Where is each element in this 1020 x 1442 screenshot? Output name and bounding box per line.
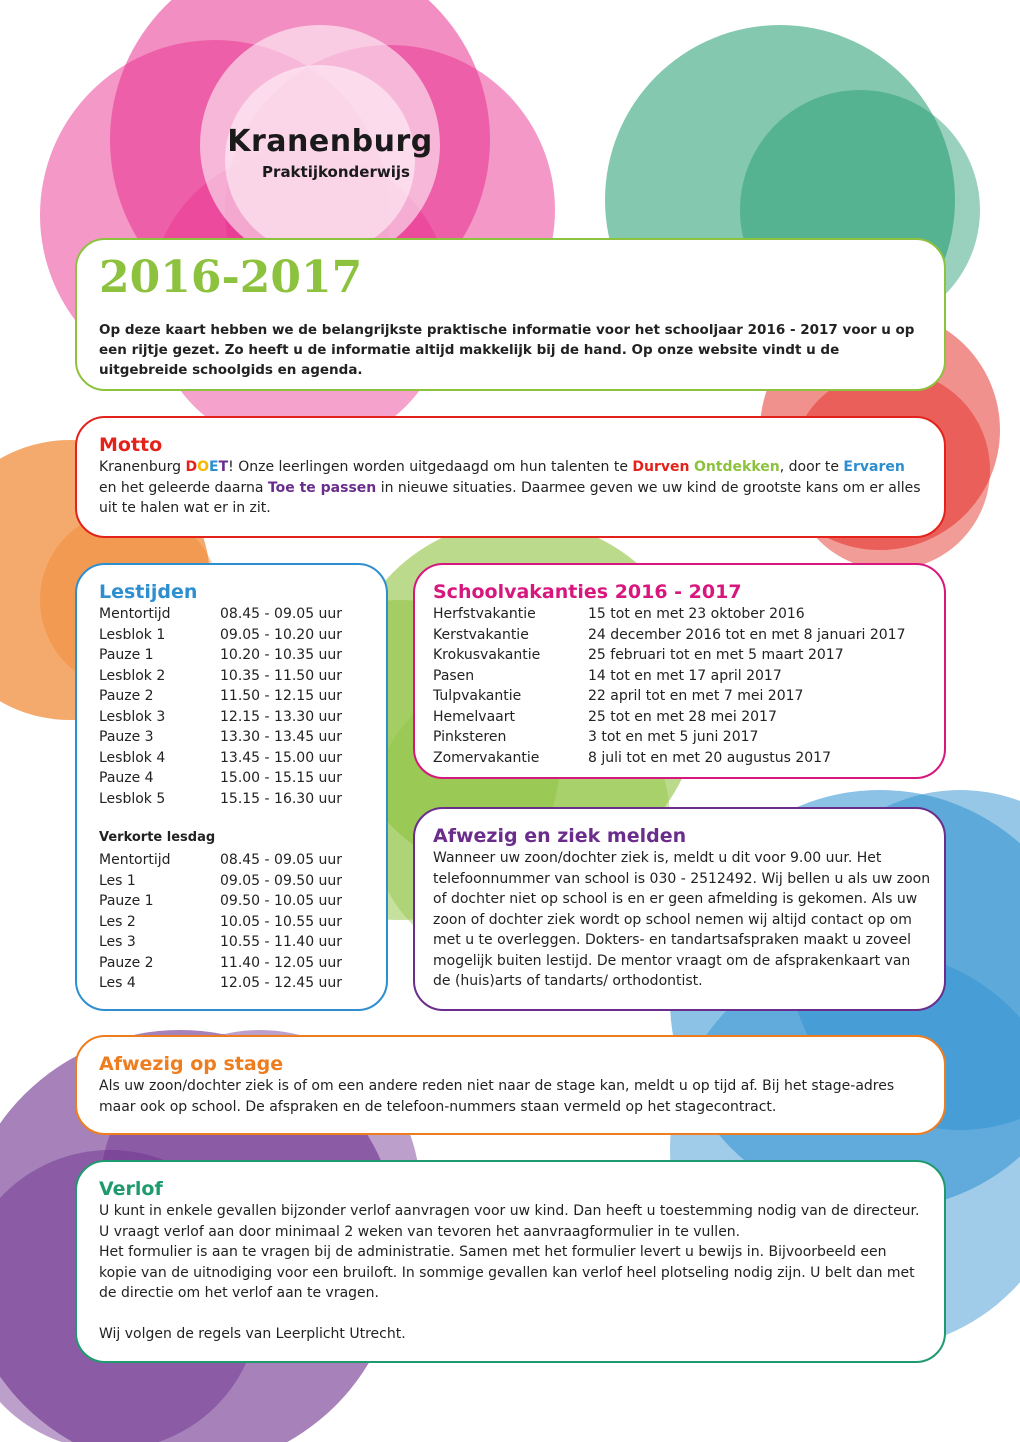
lestijd-row (99, 727, 376, 748)
vakantie-row-value: 25 tot en met 28 mei 2017 (588, 708, 777, 725)
school-subtitle: Praktijkonderwijs (262, 163, 410, 181)
verkorte-lestijd-row (99, 850, 376, 871)
verkorte-lestijd-row (99, 912, 376, 933)
lestijd-row-label: Pauze 2 (99, 688, 154, 704)
lestijd-row-label: Pauze 3 (99, 729, 154, 745)
verkorte-lestijd-row (99, 871, 376, 892)
vakantie-row-value: 15 tot en met 23 oktober 2016 (588, 606, 805, 622)
verkorte-lestijd-row-label: Mentortijd (99, 852, 171, 868)
verlof-text-2: Het formulier is aan te vragen bij de administratie. Samen met het formulier levert u bewijs in. Bijvoorbeeld een kopie van de uitnodiging voor een bruiloft. In sommige gevallen kan verlof heel plotseling nodig zijn. U belt dan met de directie om het verlof aan te vragen. (99, 1244, 915, 1301)
doet-letter-e: E (209, 459, 219, 475)
motto-title: Motto (99, 434, 163, 456)
motto-word-ontdekken: Ontdekken (693, 459, 780, 475)
vakantie-row-value: 14 tot en met 17 april 2017 (588, 667, 782, 684)
lestijd-row-value: 10.20 - 10.35 uur (220, 647, 343, 663)
verlof-card (75, 1160, 946, 1363)
lestijden-card (75, 563, 388, 1011)
lestijd-row-label: Mentortijd (99, 606, 171, 622)
stage-title: Afwezig op stage (99, 1053, 284, 1075)
vakantie-row-label: Pinksteren (433, 729, 507, 745)
vakantie-row-value: 22 april tot en met 7 mei 2017 (588, 688, 804, 704)
vakantie-row (433, 748, 934, 769)
motto-text-part: , door te (779, 459, 844, 475)
vakantie-row (433, 707, 934, 728)
school-year-title: 2016-2017 (99, 252, 363, 303)
lestijd-row-label: Lesblok 5 (99, 790, 166, 807)
vakantie-row-label: Pasen (433, 667, 475, 684)
verkorte-lestijd-row-value: 09.05 - 09.50 uur (220, 872, 343, 889)
verlof-text-3: Wij volgen de regels van Leerplicht Utrecht. (99, 1325, 406, 1342)
vakantie-row-value: 3 tot en met 5 juni 2017 (588, 729, 759, 745)
lestijd-row-label: Lesblok 1 (99, 626, 166, 643)
verkorte-lestijd-row-value: 10.55 - 11.40 uur (220, 934, 343, 950)
motto-text-part: ! Onze leerlingen worden uitgedaagd om hun talenten te (228, 459, 633, 475)
lestijd-row-value: 10.35 - 11.50 uur (220, 667, 343, 684)
vakantie-row (433, 686, 934, 707)
vakantie-row (433, 625, 934, 646)
motto-text-part: in nieuwe situaties. Daarmee geven we uw kind de grootste kans om er alles uit te halen wat er in zit. (99, 479, 921, 516)
lestijd-row-value: 11.50 - 12.15 uur (220, 688, 343, 704)
school-logo (180, 124, 480, 181)
spacer (99, 1304, 922, 1324)
schoolvakanties-card (413, 563, 946, 779)
lestijd-row (99, 748, 376, 769)
lestijd-row-value: 13.45 - 15.00 uur (220, 749, 343, 766)
motto-text-part: en het geleerde daarna (99, 479, 268, 496)
verkorte-lestijd-row-label: Les 2 (99, 913, 136, 930)
lestijd-row-value: 12.15 - 13.30 uur (220, 708, 343, 725)
motto-text (99, 457, 922, 519)
lestijd-row (99, 768, 376, 789)
lestijd-row-value: 08.45 - 09.05 uur (220, 606, 343, 622)
ziek-melden-title: Afwezig en ziek melden (433, 825, 687, 847)
lestijd-row-value: 09.05 - 10.20 uur (220, 626, 343, 643)
motto-word-toe-te-passen: Toe te passen (267, 479, 377, 496)
lestijd-row (99, 645, 376, 666)
verkorte-lestijd-row-label: Pauze 2 (99, 954, 154, 971)
schoolvakanties-list (433, 604, 934, 768)
motto-text-part: Kranenburg (99, 459, 186, 475)
lestijden-title: Lestijden (99, 581, 198, 603)
vakantie-row-label: Herfstvakantie (433, 606, 536, 622)
lestijd-row-value: 15.00 - 15.15 uur (220, 770, 343, 786)
schoolvakanties-title: Schoolvakanties 2016 - 2017 (433, 581, 742, 603)
doet-letter-t: T (218, 459, 229, 475)
verkorte-lesdag-list (99, 850, 376, 994)
motto-card (75, 416, 946, 538)
verkorte-lestijd-row-label: Les 1 (99, 872, 136, 889)
vakantie-row-label: Kerstvakantie (433, 626, 529, 643)
verkorte-lestijd-row-label: Les 4 (99, 975, 136, 991)
vakantie-row-value: 8 juli tot en met 20 augustus 2017 (588, 749, 831, 766)
verkorte-lestijd-row-value: 09.50 - 10.05 uur (220, 893, 343, 909)
lestijd-row (99, 686, 376, 707)
ziek-melden-text: Wanneer uw zoon/dochter ziek is, meldt u dit voor 9.00 uur. Het telefoonnummer van school is 030 - 2512492. Wij bellen u als uw zoon of dochter niet op school is en er geen afmelding is gekomen. Als uw zoon of dochter ziek wordt op school nemen wij altijd contact op om met u te overleggen. Dokters- en tandartsafspraken maakt u zoveel mogelijk buiten lestijd. De mentor vraagt om de afsprakenkaart van de (huis)arts of tandarts/ orthodontist. (433, 850, 931, 989)
verlof-text-1: U kunt in enkele gevallen bijzonder verlof aanvragen voor uw kind. Dan heeft u toestemming nodig van de directeur. U vraagt verlof aan door minimaal 2 weken van tevoren het aanvraagformulier in te vullen. (99, 1203, 920, 1240)
verkorte-lestijd-row-label: Pauze 1 (99, 893, 154, 909)
lestijd-row-label: Pauze 4 (99, 770, 154, 786)
lestijd-row-label: Lesblok 2 (99, 667, 166, 684)
vakantie-row (433, 727, 934, 748)
verkorte-lestijd-row (99, 973, 376, 994)
lestijd-row (99, 604, 376, 625)
verkorte-lestijd-row (99, 891, 376, 912)
vakantie-row (433, 645, 934, 666)
lestijden-list (99, 604, 376, 809)
verkorte-lestijd-row-value: 08.45 - 09.05 uur (220, 852, 343, 868)
motto-word-durven: Durven (632, 459, 690, 475)
ziek-melden-card (413, 807, 946, 1011)
vakantie-row (433, 666, 934, 687)
vakantie-row-value: 24 december 2016 tot en met 8 januari 2017 (588, 626, 906, 643)
vakantie-row-label: Hemelvaart (433, 708, 515, 725)
doet-letter-o: O (197, 459, 210, 475)
verlof-title: Verlof (99, 1178, 163, 1200)
stage-text: Als uw zoon/dochter ziek is of om een andere reden niet naar de stage kan, meldt u op tijd af. Bij het stage-adres maar ook op school. De afspraken en de telefoon-nummers staan vermeld op het stagecontract. (99, 1078, 895, 1115)
lestijd-row-value: 13.30 - 13.45 uur (220, 729, 343, 745)
verkorte-lestijd-row-value: 11.40 - 12.05 uur (220, 954, 343, 971)
doet-letter-d: D (185, 459, 198, 475)
motto-word-ervaren: Ervaren (843, 459, 905, 475)
verkorte-lestijd-row (99, 953, 376, 974)
verkorte-lestijd-row-label: Les 3 (99, 934, 136, 950)
verkorte-lestijd-row-value: 10.05 - 10.55 uur (220, 913, 343, 930)
lestijd-row (99, 625, 376, 646)
lestijd-row-label: Pauze 1 (99, 647, 154, 663)
intro-text: Op deze kaart hebben we de belangrijkste praktische informatie voor het schooljaar 2016 - 2017 voor u op een rijtje gezet. Zo heeft u de informatie altijd makkelijk bij de hand. Op onze website vindt u de uitgebreide schoolgids en agenda. (99, 322, 915, 378)
stage-card (75, 1035, 946, 1135)
vakantie-row-label: Krokusvakantie (433, 647, 541, 663)
lestijd-row-label: Lesblok 4 (99, 749, 166, 766)
vakantie-row-value: 25 februari tot en met 5 maart 2017 (588, 647, 844, 663)
lestijd-row-value: 15.15 - 16.30 uur (220, 790, 343, 807)
intro-card (75, 238, 946, 391)
verkorte-lestijd-row-value: 12.05 - 12.45 uur (220, 975, 343, 991)
vakantie-row-label: Zomervakantie (433, 749, 540, 766)
verkorte-lestijd-row (99, 932, 376, 953)
lestijd-row-label: Lesblok 3 (99, 708, 166, 725)
vakantie-row (433, 604, 934, 625)
vakantie-row-label: Tulpvakantie (433, 688, 522, 704)
lestijd-row (99, 789, 376, 810)
school-name: Kranenburg (227, 124, 433, 159)
lestijd-row (99, 707, 376, 728)
verkorte-lesdag-title: Verkorte lesdag (99, 830, 216, 845)
lestijd-row (99, 666, 376, 687)
